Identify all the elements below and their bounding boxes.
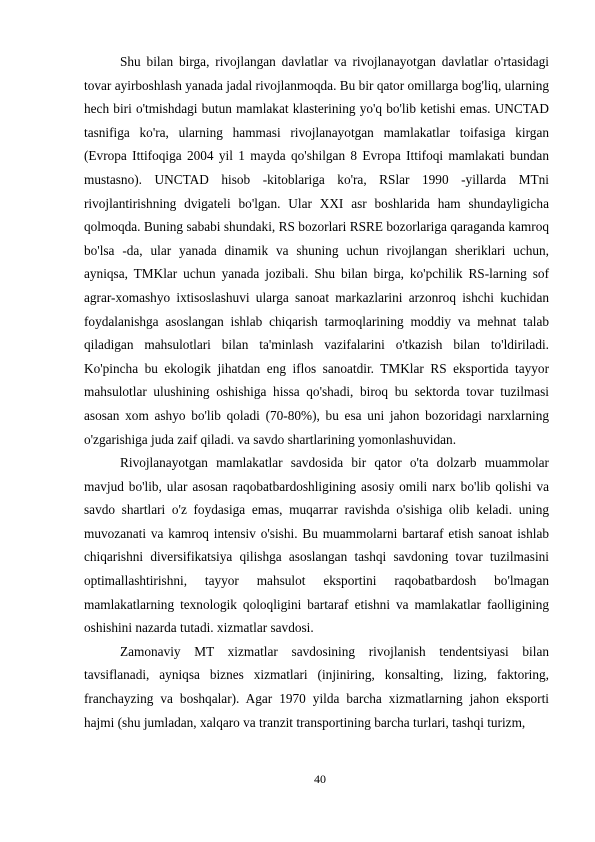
page-number: 40 [314, 772, 326, 786]
document-page [84, 50, 549, 734]
paragraph-services-trade: Zamonaviy MT xizmatlar savdosining rivojlanish tendentsiyasi bilan tavsiflanadi, ayniqsa biznes xizmatlari (injiniring, konsalting, lizing, faktoring, franchayzing va boshqalar). Agar 1970 yilda barcha xizmatlarning jahon eksporti hajmi (shu jumladan, xalqaro va tranzit transportining barcha turlari, tashqi turizm, [84, 643, 549, 730]
paragraph-trade-exchange: Shu bilan birga, rivojlangan davlatlar va rivojlanayotgan davlatlar o'rtasidagi tovar ayirboshlash yanada jadal rivojlanmoqda. Bu bir qator omillarga bog'liq, ularning hech biri o'tmishdagi butun mamlakat klasterining yo'q bo'lib ketishi emas. UNCTAD tasnifiga ko'ra, ularning hammasi rivojlanayotgan mamlakatlar toifasiga kirgan (Evropa Ittifoqiga 2004 yil 1 mayda qo'shilgan 8 Evropa Ittifoqi mamlakati bundan mustasno). UNCTAD hisob -kitoblariga ko'ra, RSlar 1990 -yillarda MTni rivojlantirishning dvigateli bo'lgan. Ular XXI asr boshlarida ham shundayligicha qolmoqda. Buning sababi shundaki, RS bozorlari RSRE bozorlariga qaraganda kamroq bo'lsa -da, ular yanada dinamik va shuning uchun rivojlangan sheriklari uchun, ayniqsa, TMKlar uchun yanada jozibali. Shu bilan birga, ko'pchilik RS-larning sof agrar-xomashyo ixtisoslashuvi ularga sanoat markazlarini arzonroq ishchi kuchidan foydalanishga asoslangan ishlab chiqarish tarmoqlarining moddiy va mehnat talab qiladigan mahsulotlari bilan ta'minlash vazifalarini o'tkazish bilan to'ldiriladi. Ko'pincha bu ekologik jihatdan eng iflos sanoatdir. TMKlar RS eksportida tayyor mahsulotlar ulushining oshishiga hissa qo'shadi, biroq bu sektorda tovar tuzilmasi asosan xom ashyo bo'lib qoladi (70-80%), bu esa uni jahon bozoridagi narxlarning o'zgarishiga juda zaif qiladi. va savdo shartlarining yomonlashuvidan. [84, 54, 549, 447]
paragraph-developing-countries-problems: Rivojlanayotgan mamlakatlar savdosida bir qator o'ta dolzarb muammolar mavjud bo'lib, ular asosan raqobatbardoshligining asosiy omili narx bo'lib qolishi va savdo shartlari o'z foydasiga emas, muqarrar ravishda o'sishiga olib keladi. uning muvozanati va kamroq intensiv o'sishi. Bu muammolarni bartaraf etish sanoat ishlab chiqarishni diversifikatsiya qilishga asoslangan tashqi savdoning tovar tuzilmasini optimallashtirishni, tayyor mahsulot eksportini raqobatbardosh bo'lmagan mamlakatlarning texnologik qoloqligini bartaraf etishni va mamlakatlar faolligining oshishini nazarda tutadi. xizmatlar savdosi. [84, 455, 549, 636]
